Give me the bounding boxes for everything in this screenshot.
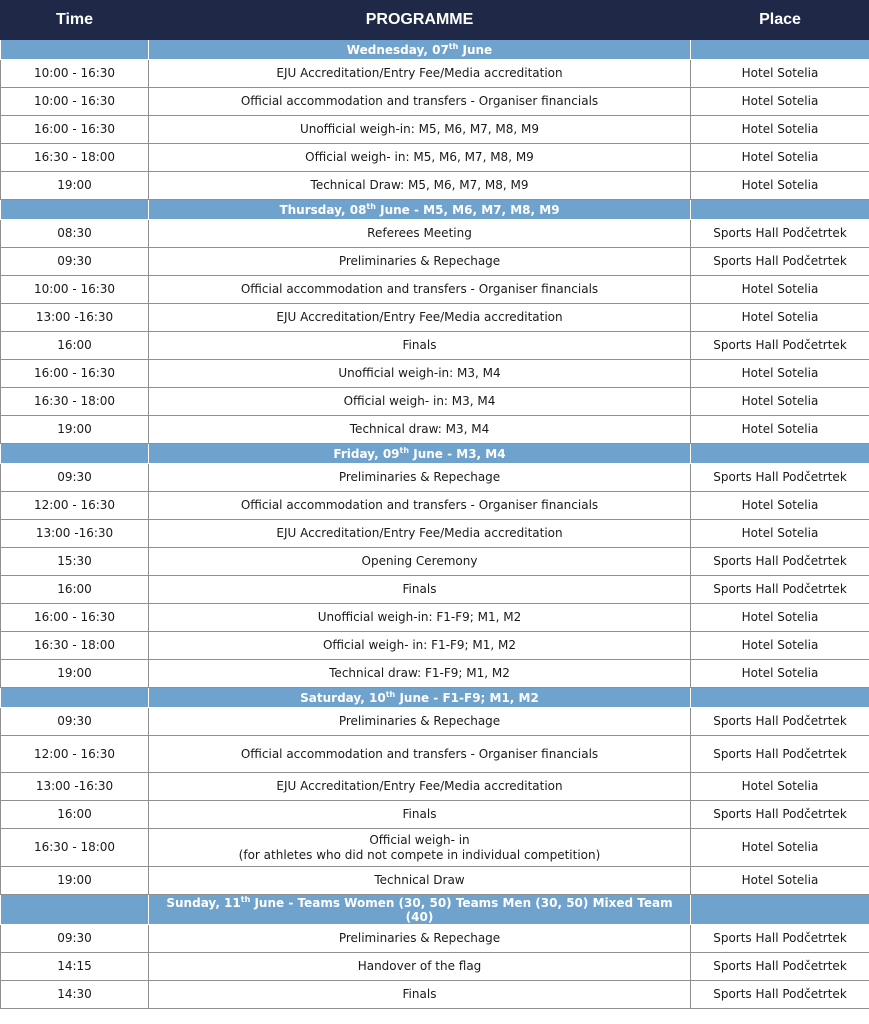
schedule-row xyxy=(1,981,869,1009)
programme-cell xyxy=(149,304,691,332)
day-title-text: Sunday, 11 xyxy=(166,896,241,910)
programme-cell xyxy=(149,829,691,867)
programme-text: Unofficial weigh-in: F1-F9; M1, M2 xyxy=(317,610,522,624)
place-cell: Sports Hall Podčetrtek xyxy=(691,801,869,829)
day-header-blank-cell xyxy=(1,200,149,220)
schedule-row xyxy=(1,548,869,576)
programme-text: Official weigh- in: M5, M6, M7, M8, M9 xyxy=(305,150,534,164)
schedule-row xyxy=(1,88,869,116)
day-title-text: Wednesday, 07 xyxy=(346,43,449,57)
day-title xyxy=(149,40,691,60)
place-cell: Hotel Sotelia xyxy=(691,88,869,116)
programme-cell xyxy=(149,88,691,116)
schedule-row xyxy=(1,60,869,88)
day-title-ordinal: th xyxy=(240,895,251,904)
place-cell: Hotel Sotelia xyxy=(691,60,869,88)
place-cell: Hotel Sotelia xyxy=(691,660,869,688)
place-cell: Hotel Sotelia xyxy=(691,276,869,304)
schedule-row xyxy=(1,736,869,773)
day-title-suffix: June - F1-F9; M1, M2 xyxy=(395,691,539,705)
programme-cell xyxy=(149,708,691,736)
day-title-suffix: June xyxy=(458,43,493,57)
programme-cell xyxy=(149,116,691,144)
time-column-header: Time xyxy=(1,1,149,40)
programme-cell xyxy=(149,60,691,88)
schedule-row xyxy=(1,604,869,632)
day-header-row xyxy=(1,200,869,220)
schedule-row xyxy=(1,576,869,604)
day-title-suffix: June - M3, M4 xyxy=(409,447,506,461)
programme-note: (for athletes who did not compete in individual competition) xyxy=(238,847,601,862)
day-header-blank-cell xyxy=(1,444,149,464)
schedule-row xyxy=(1,660,869,688)
day-title-text: Saturday, 10 xyxy=(300,691,386,705)
day-header-blank-cell xyxy=(691,200,869,220)
place-cell: Sports Hall Podčetrtek xyxy=(691,736,869,773)
day-header-blank-cell xyxy=(1,40,149,60)
time-cell: 08:30 xyxy=(1,220,149,248)
time-cell: 10:00 - 16:30 xyxy=(1,60,149,88)
programme-text: Preliminaries & Repechage xyxy=(338,254,501,268)
time-cell: 16:00 xyxy=(1,576,149,604)
place-cell: Hotel Sotelia xyxy=(691,360,869,388)
day-title-ordinal: th xyxy=(385,690,396,699)
place-cell: Hotel Sotelia xyxy=(691,867,869,895)
schedule-row xyxy=(1,492,869,520)
programme-cell xyxy=(149,520,691,548)
day-title-text: Thursday, 08 xyxy=(279,203,367,217)
programme-text: Handover of the flag xyxy=(357,959,482,973)
place-cell: Hotel Sotelia xyxy=(691,172,869,200)
day-title-suffix: June - Teams Women (30, 50) Teams Men (30, 50) Mixed Team (40) xyxy=(250,896,673,924)
programme-text: Official accommodation and transfers - Organiser financials xyxy=(240,282,599,296)
programme-cell xyxy=(149,925,691,953)
time-cell: 10:00 - 16:30 xyxy=(1,88,149,116)
day-header-blank-cell xyxy=(691,895,869,925)
day-title-ordinal: th xyxy=(366,202,376,211)
day-header-blank-cell xyxy=(691,688,869,708)
programme-cell xyxy=(149,276,691,304)
programme-text: Technical Draw xyxy=(374,873,465,887)
schedule-body xyxy=(1,40,869,1009)
programme-text: Preliminaries & Repechage xyxy=(338,714,501,728)
place-cell: Sports Hall Podčetrtek xyxy=(691,981,869,1009)
programme-cell xyxy=(149,332,691,360)
time-cell: 19:00 xyxy=(1,660,149,688)
schedule-row xyxy=(1,925,869,953)
day-header-row xyxy=(1,444,869,464)
programme-cell xyxy=(149,248,691,276)
schedule-row xyxy=(1,388,869,416)
programme-cell xyxy=(149,172,691,200)
programme-text: Preliminaries & Repechage xyxy=(338,931,501,945)
schedule-row xyxy=(1,708,869,736)
programme-text: Finals xyxy=(402,807,437,821)
day-title xyxy=(149,200,691,220)
time-cell: 16:00 - 16:30 xyxy=(1,604,149,632)
time-cell: 10:00 - 16:30 xyxy=(1,276,149,304)
time-cell: 14:15 xyxy=(1,953,149,981)
schedule-row xyxy=(1,520,869,548)
place-cell: Sports Hall Podčetrtek xyxy=(691,708,869,736)
day-header-blank-cell xyxy=(691,40,869,60)
programme-cell xyxy=(149,388,691,416)
time-cell: 16:30 - 18:00 xyxy=(1,144,149,172)
schedule-row xyxy=(1,773,869,801)
time-cell: 16:30 - 18:00 xyxy=(1,829,149,867)
time-cell: 09:30 xyxy=(1,464,149,492)
time-cell: 13:00 -16:30 xyxy=(1,304,149,332)
programme-text: EJU Accreditation/Entry Fee/Media accreditation xyxy=(276,526,563,540)
time-cell: 16:30 - 18:00 xyxy=(1,388,149,416)
programme-cell xyxy=(149,416,691,444)
place-cell: Hotel Sotelia xyxy=(691,144,869,172)
day-header-blank-cell xyxy=(1,895,149,925)
place-cell: Hotel Sotelia xyxy=(691,304,869,332)
place-cell: Hotel Sotelia xyxy=(691,416,869,444)
programme-cell xyxy=(149,464,691,492)
day-title-ordinal: th xyxy=(448,42,459,51)
day-header-row xyxy=(1,688,869,708)
programme-cell xyxy=(149,492,691,520)
programme-cell xyxy=(149,632,691,660)
programme-cell xyxy=(149,981,691,1009)
place-cell: Hotel Sotelia xyxy=(691,632,869,660)
programme-cell xyxy=(149,660,691,688)
time-cell: 12:00 - 16:30 xyxy=(1,492,149,520)
place-cell: Sports Hall Podčetrtek xyxy=(691,332,869,360)
programme-cell xyxy=(149,360,691,388)
schedule-row xyxy=(1,248,869,276)
programme-text: Finals xyxy=(402,338,437,352)
day-title xyxy=(149,444,691,464)
place-cell: Sports Hall Podčetrtek xyxy=(691,248,869,276)
programme-cell xyxy=(149,736,691,773)
programme-text: Referees Meeting xyxy=(367,226,472,240)
time-cell: 16:00 - 16:30 xyxy=(1,360,149,388)
programme-text: Unofficial weigh-in: M5, M6, M7, M8, M9 xyxy=(299,122,540,136)
programme-text: Finals xyxy=(402,582,437,596)
day-title-text: Friday, 09 xyxy=(333,447,400,461)
programme-cell xyxy=(149,604,691,632)
time-cell: 09:30 xyxy=(1,248,149,276)
schedule-row xyxy=(1,220,869,248)
programme-cell xyxy=(149,773,691,801)
time-cell: 16:30 - 18:00 xyxy=(1,632,149,660)
day-title xyxy=(149,895,691,925)
time-cell: 16:00 xyxy=(1,332,149,360)
day-header-row xyxy=(1,40,869,60)
schedule-row xyxy=(1,332,869,360)
schedule-row xyxy=(1,829,869,867)
programme-text: Technical draw: M3, M4 xyxy=(349,422,490,436)
time-cell: 12:00 - 16:30 xyxy=(1,736,149,773)
place-cell: Hotel Sotelia xyxy=(691,829,869,867)
day-title xyxy=(149,688,691,708)
programme-text: Official accommodation and transfers - Organiser financials xyxy=(240,498,599,512)
schedule-row xyxy=(1,801,869,829)
schedule-row xyxy=(1,276,869,304)
time-cell: 19:00 xyxy=(1,416,149,444)
programme-column-header: PROGRAMME xyxy=(149,1,691,40)
programme-text: Technical draw: F1-F9; M1, M2 xyxy=(329,666,510,680)
day-header-blank-cell xyxy=(691,444,869,464)
schedule-row xyxy=(1,144,869,172)
header-row xyxy=(1,1,869,40)
place-cell: Hotel Sotelia xyxy=(691,492,869,520)
schedule-row xyxy=(1,304,869,332)
place-cell: Sports Hall Podčetrtek xyxy=(691,220,869,248)
programme-cell xyxy=(149,801,691,829)
schedule-row xyxy=(1,953,869,981)
time-cell: 14:30 xyxy=(1,981,149,1009)
place-cell: Sports Hall Podčetrtek xyxy=(691,925,869,953)
time-cell: 16:00 - 16:30 xyxy=(1,116,149,144)
programme-cell xyxy=(149,220,691,248)
time-cell: 09:30 xyxy=(1,708,149,736)
day-header-row xyxy=(1,895,869,925)
day-title-suffix: June - M5, M6, M7, M8, M9 xyxy=(375,203,560,217)
time-cell: 09:30 xyxy=(1,925,149,953)
programme-cell xyxy=(149,576,691,604)
programme-text: EJU Accreditation/Entry Fee/Media accreditation xyxy=(276,66,563,80)
time-cell: 13:00 -16:30 xyxy=(1,520,149,548)
place-cell: Sports Hall Podčetrtek xyxy=(691,576,869,604)
programme-text: EJU Accreditation/Entry Fee/Media accreditation xyxy=(276,310,563,324)
programme-text: Official weigh- in xyxy=(369,832,470,847)
programme-text: EJU Accreditation/Entry Fee/Media accreditation xyxy=(276,779,563,793)
programme-cell xyxy=(149,548,691,576)
place-cell: Sports Hall Podčetrtek xyxy=(691,953,869,981)
day-header-blank-cell xyxy=(1,688,149,708)
place-cell: Hotel Sotelia xyxy=(691,116,869,144)
time-cell: 16:00 xyxy=(1,801,149,829)
time-cell: 13:00 -16:30 xyxy=(1,773,149,801)
place-cell: Hotel Sotelia xyxy=(691,520,869,548)
schedule-row xyxy=(1,116,869,144)
programme-text: Unofficial weigh-in: M3, M4 xyxy=(338,366,501,380)
programme-text: Preliminaries & Repechage xyxy=(338,470,501,484)
programme-text: Official weigh- in: M3, M4 xyxy=(343,394,496,408)
time-cell: 15:30 xyxy=(1,548,149,576)
place-cell: Hotel Sotelia xyxy=(691,604,869,632)
schedule-row xyxy=(1,360,869,388)
place-cell: Hotel Sotelia xyxy=(691,773,869,801)
place-cell: Sports Hall Podčetrtek xyxy=(691,464,869,492)
place-column-header: Place xyxy=(691,1,869,40)
schedule-row xyxy=(1,632,869,660)
programme-text: Official weigh- in: F1-F9; M1, M2 xyxy=(322,638,517,652)
programme-text: Finals xyxy=(402,987,437,1001)
programme-cell xyxy=(149,144,691,172)
schedule-row xyxy=(1,172,869,200)
programme-text: Official accommodation and transfers - Organiser financials xyxy=(240,94,599,108)
day-title-ordinal: th xyxy=(399,446,410,455)
programme-cell xyxy=(149,867,691,895)
programme-text: Technical Draw: M5, M6, M7, M8, M9 xyxy=(310,178,529,192)
programme-text: Opening Ceremony xyxy=(361,554,478,568)
programme-text: Official accommodation and transfers - Organiser financials xyxy=(240,746,599,761)
programme-cell xyxy=(149,953,691,981)
place-cell: Sports Hall Podčetrtek xyxy=(691,548,869,576)
time-cell: 19:00 xyxy=(1,172,149,200)
time-cell: 19:00 xyxy=(1,867,149,895)
schedule-row xyxy=(1,416,869,444)
schedule-row xyxy=(1,464,869,492)
place-cell: Hotel Sotelia xyxy=(691,388,869,416)
schedule-row xyxy=(1,867,869,895)
